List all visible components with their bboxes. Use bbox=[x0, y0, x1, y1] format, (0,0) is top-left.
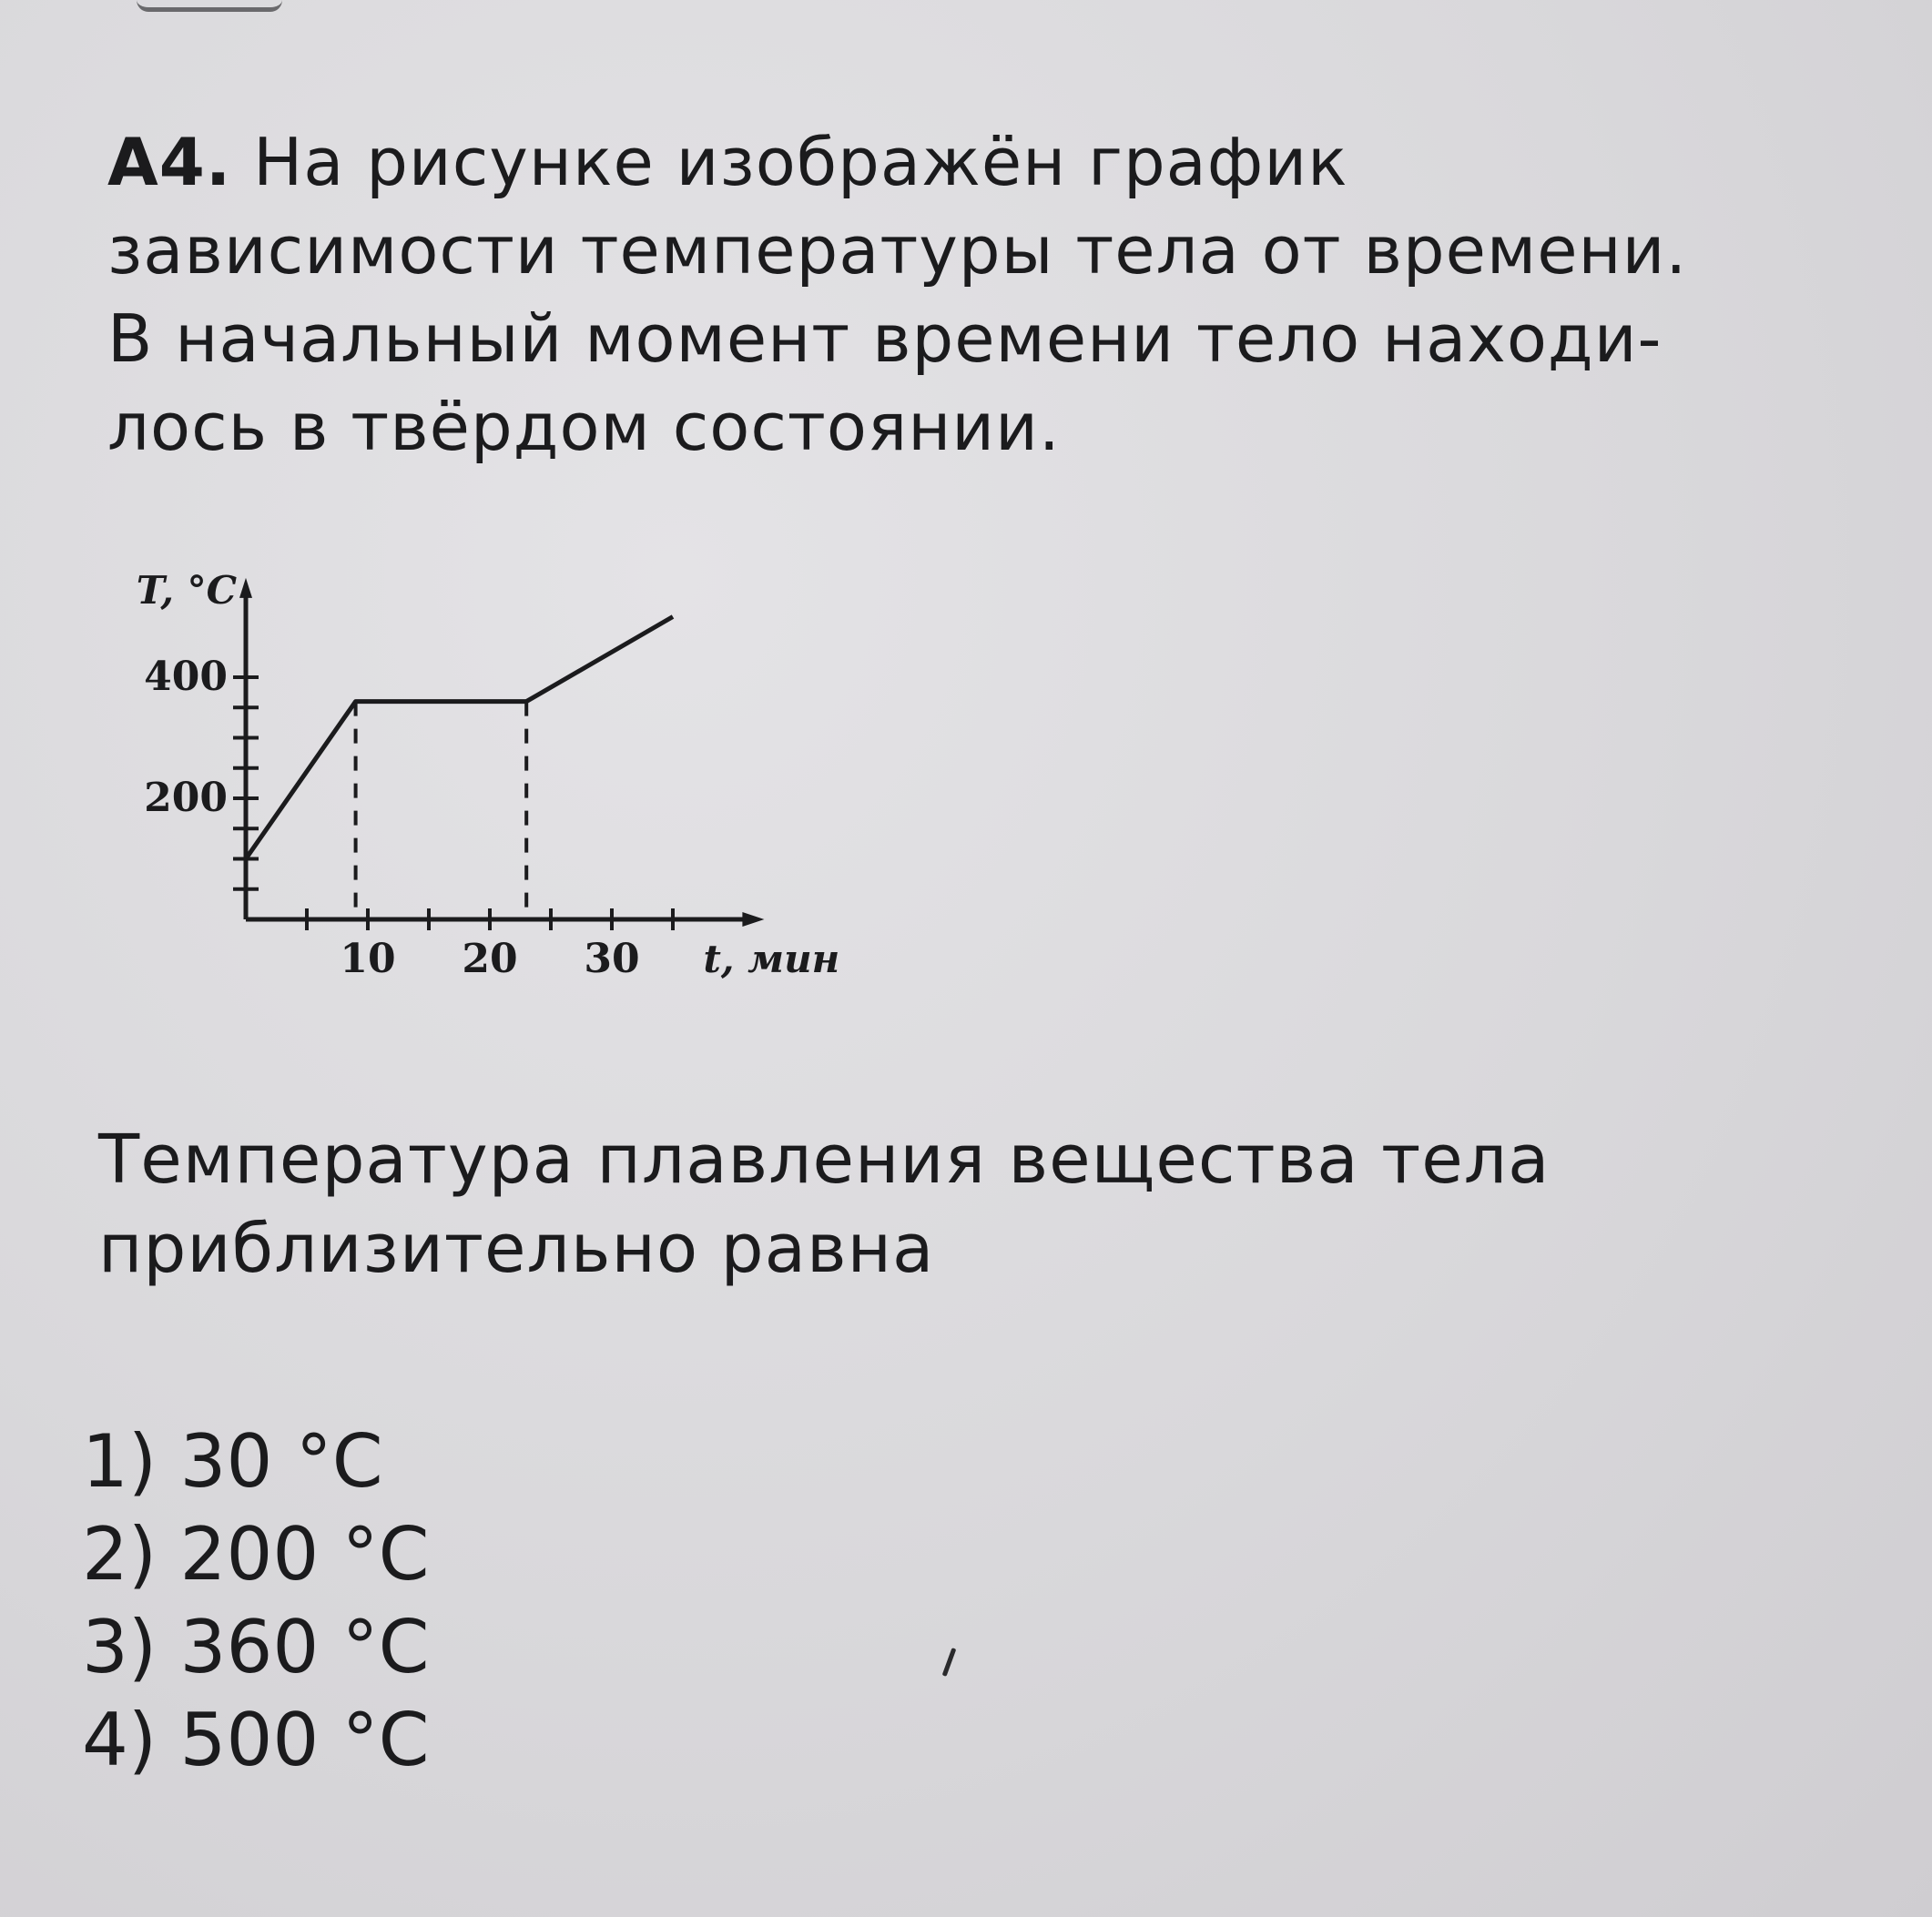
task-statement bbox=[107, 118, 1801, 472]
y-tick-label: 400 bbox=[144, 654, 228, 700]
answer-option-1[interactable]: 1) 30 °С bbox=[82, 1419, 383, 1504]
task-line-2: зависимости температуры тела от времени. bbox=[107, 212, 1688, 289]
question-line-2: приблизительно равна bbox=[98, 1210, 935, 1288]
torn-text-fragment bbox=[137, 0, 282, 12]
task-line-4: лось в твёрдом состоянии. bbox=[107, 389, 1061, 465]
dashed-guides bbox=[356, 702, 527, 919]
answer-option-3[interactable]: 3) 360 °С bbox=[82, 1605, 430, 1689]
task-line-1: А4. На рисунке изображён график bbox=[107, 124, 1348, 200]
answer-option-4[interactable]: 4) 500 °С bbox=[82, 1698, 430, 1782]
series-lines bbox=[246, 617, 673, 859]
question-line-1: Температура плавления вещества тела bbox=[98, 1121, 1551, 1199]
x-axis-label: t, мин bbox=[703, 937, 840, 981]
temperature-time-chart bbox=[100, 564, 865, 1001]
x-axis-arrow bbox=[742, 912, 764, 927]
y-tick-label: 200 bbox=[144, 775, 228, 821]
y-axis-arrow bbox=[239, 578, 252, 598]
y-axis-label: T, °C bbox=[136, 567, 237, 613]
x-tick-label: 10 bbox=[340, 936, 396, 982]
answer-option-2[interactable]: 2) 200 °С bbox=[82, 1512, 430, 1597]
task-number: А4. bbox=[107, 124, 232, 200]
pencil-mark bbox=[942, 1648, 957, 1677]
x-tick-label: 20 bbox=[462, 936, 518, 982]
chart-axes bbox=[233, 578, 764, 930]
question bbox=[98, 1115, 1792, 1293]
temperature-line bbox=[246, 617, 673, 859]
x-tick-label: 30 bbox=[584, 936, 640, 982]
task-line-3: В начальный момент времени тело находи- bbox=[107, 300, 1663, 377]
answer-options bbox=[82, 1415, 430, 1787]
